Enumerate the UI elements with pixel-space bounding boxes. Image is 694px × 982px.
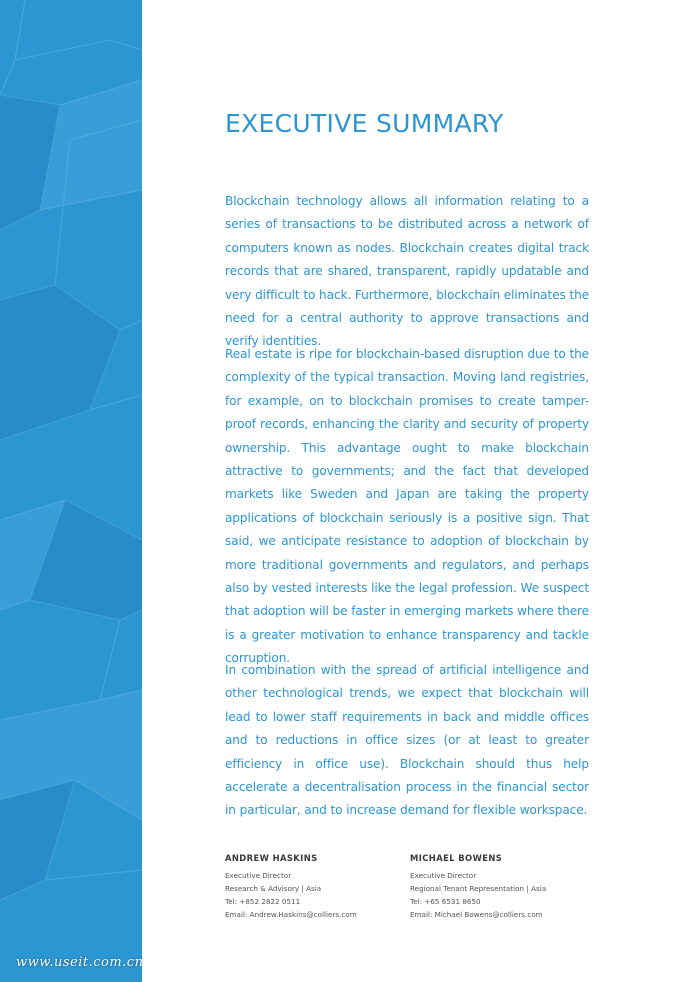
page-title: EXECUTIVE SUMMARY [225,109,504,138]
faceted-pattern [0,0,142,982]
contact-name: ANDREW HASKINS [225,853,318,863]
summary-paragraph-3: In combination with the spread of artificial intelligence and other technological trends, we expect that blockchain will lead to lower staff requirements in back and middle offices and to reductions in office sizes (or at least to greater efficiency in office use). Blockchain should thus help accelerate a decentralisation process in the financial sector in particular, and to increase demand for flexible workspace. [225,663,589,818]
contact-card-haskins [225,852,400,921]
contact-name: MICHAEL BOWENS [410,853,503,863]
contact-phone: Tel: +65 6531 8650 [410,897,481,906]
watermark-text: www.useit.com.cn [16,955,144,970]
contact-email: Email: Andrew.Haskins@colliers.com [225,910,357,919]
summary-paragraph-2: Real estate is ripe for blockchain-based disruption due to the complexity of the typical transaction. Moving land registries, for example, on to blockchain promises to create tamper-proof records, enhancing the clarity and security of property ownership. This advantage ought to make blockchain attractive to governments; and the fact that developed markets like Sweden and Japan are taking the property applications of blockchain seriously is a positive sign. That said, we anticipate resistance to adoption of blockchain by more traditional governments and regulators, and perhaps also by vested interests like the legal profession. We suspect that adoption will be faster in emerging markets where there is a greater motivation to enhance transparency and tackle corruption. [225,347,589,666]
contact-card-bowens [410,852,585,921]
contact-department: Regional Tenant Representation | Asia [410,884,547,893]
contact-role: Executive Director [410,871,477,880]
contact-department: Research & Advisory | Asia [225,884,322,893]
contact-email: Email: Michael Bowens@colliers.com [410,910,543,919]
summary-paragraph-1: Blockchain technology allows all information relating to a series of transactions to be distributed across a network of computers known as nodes. Blockchain creates digital track records that are shared, transparent, rapidly updatable and very difficult to hack. Furthermore, blockchain eliminates the need for a central authority to approve transactions and verify identities. [225,194,589,349]
decorative-side-band [0,0,142,982]
contact-phone: Tel: +852 2822 0511 [225,897,301,906]
contact-role: Executive Director [225,871,292,880]
